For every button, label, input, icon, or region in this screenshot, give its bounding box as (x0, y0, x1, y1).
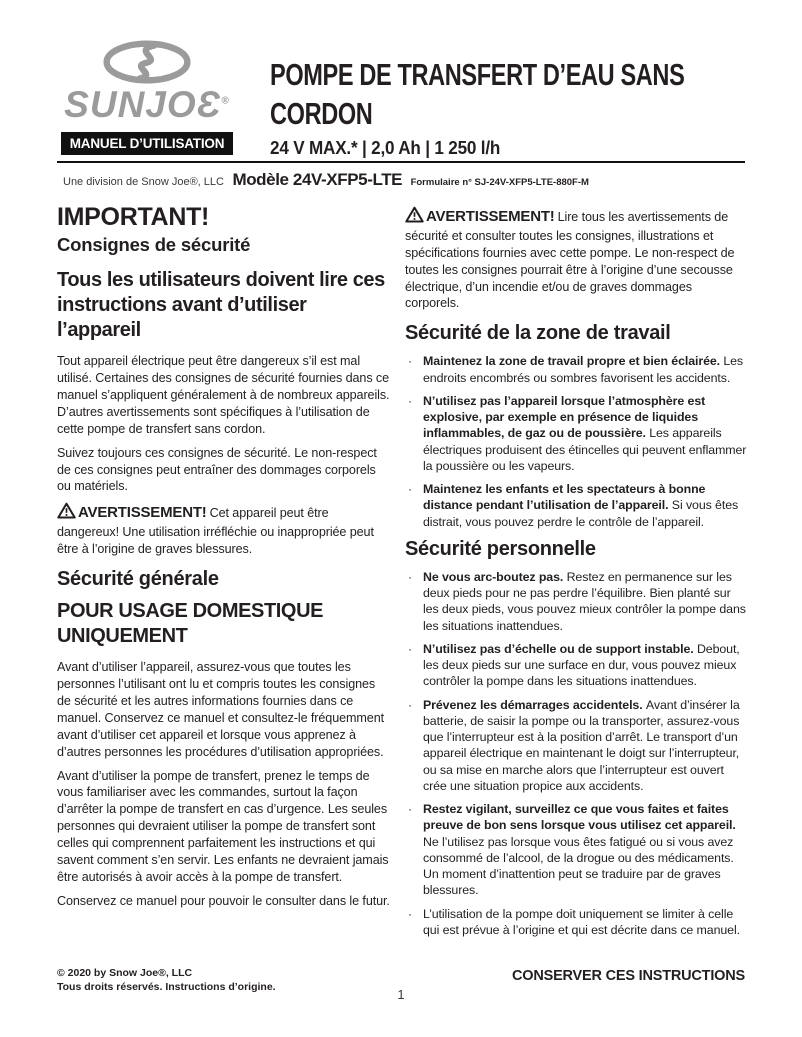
paragraph: Suivez toujours ces consignes de sécurité. Le non-respect de ces consignes peut entraîner des dommages corporels ou matériels. (57, 445, 377, 494)
warning-text: Cet appareil peut être dangereux! Une utilisation irréfléchie ou inappropriée peut être à l’origine de graves blessures. (57, 506, 374, 557)
copyright-line1: © 2020 by Snow Joe®, LLC (57, 967, 193, 979)
warning-left (57, 502, 391, 558)
bullet-text: N’utilisez pas d’échelle ou de support instable. Debout, les deux pieds sur une surface en dur, vous pouvez mieux contrôler la pompe dans les situations inattendues. (423, 641, 740, 689)
warning-label: AVERTISSEMENT! (426, 208, 555, 225)
bullet-dot-icon: · (408, 354, 413, 369)
warning-triangle-icon (57, 502, 76, 524)
form-number: Formulaire n° SJ-24V-XFP5-LTE-880F-M (410, 177, 589, 188)
bullet-item (405, 481, 749, 530)
bullet-text: Maintenez les enfants et les spectateurs à bonne distance pendant l’utilisation de l’appareil. Si vous êtes distrait, vous pouvez perdre le contrôle de l’appareil. (423, 482, 739, 529)
heading-important: IMPORTANT! (57, 203, 210, 231)
heading-domestic-use: POUR USAGE DOMESTIQUE UNIQUEMENT (57, 599, 324, 648)
model-line (63, 170, 589, 190)
bullet-dot-icon: · (408, 641, 413, 656)
page-title-line1: POMPE DE TRANSFERT D’EAU SANS (270, 57, 685, 92)
paragraph: Tout appareil électrique peut être dangereux s’il est mal utilisé. Certaines des consignes de sécurité fournies dans ce manuel s’appliquent généralement à de nombreux appareils. D’autres avertissements sont spécifiques à l’utilisation de cette pompe de transfert sans cordon. (57, 354, 390, 436)
bullet-dot-icon: · (408, 802, 413, 816)
heading-personal-safety: Sécurité personnelle (405, 537, 596, 560)
paragraph: Avant d’utiliser l’appareil, assurez-vous que toutes les personnes l’utilisant ont lu et compris toutes les consignes de sécurité et les autres informations fournies dans ce manuel. Conservez ce manuel et consultez-le fréquemment avant d’utiliser cet appareil et lorsque vous apprenez à d’autres personnes les procédures d’utilisation appropriées. (57, 660, 384, 759)
registered-mark: ® (221, 95, 230, 107)
model-number: Modèle 24V-XFP5-LTE (232, 170, 403, 189)
warning-triangle-icon (405, 206, 424, 228)
bullet-text: Maintenez la zone de travail propre et bien éclairée. Les endroits encombrés ou sombres favorisent les accidents. (423, 354, 744, 385)
warning-right (405, 206, 749, 312)
page-number: 1 (397, 987, 405, 1002)
bullet-dot-icon: · (408, 569, 413, 584)
header-divider (57, 161, 745, 163)
bullet-item (405, 393, 749, 474)
division-text: Une division de Snow Joe®, LLC (63, 176, 224, 188)
bullet-text: Ne vous arc-boutez pas. Restez en permanence sur les deux pieds pour ne pas perdre l’équilibre. Bien planté sur les deux pieds, vous pouvez mieux contrôler la pompe dans les situations inattendues. (423, 569, 746, 633)
heading-consignes: Consignes de sécurité (57, 233, 251, 255)
bullet-text: N’utilisez pas l’appareil lorsque l’atmosphère est explosive, par exemple en présence de liquides inflammables, de gaz ou de poussière. Les appareils électriques produisent des étincelles qui peuvent enflammer la poussière ou les vapeurs. (423, 393, 747, 473)
bullet-dot-icon: · (408, 697, 413, 712)
paragraph: Conservez ce manuel pour pouvoir le consulter dans le futur. (57, 893, 390, 908)
personal-safety-bullet-list (405, 569, 749, 938)
bullet-text: L’utilisation de la pompe doit uniquement se limiter à celle qui est prévue à l’origine et qui est décrite dans ce manuel. (423, 906, 740, 937)
bullet-text: Prévenez les démarrages accidentels. Avant d’insérer la batterie, de saisir la pompe ou la transporter, assurez-vous que l’interrupteur est à la position d’arrêt. Le transport d’un appareil électrique en maintenant le doigt sur l’interrupteur, ou sa mise en marche alors que l’interrupteur est ouvert crée une situation propice aux accidents. (423, 697, 740, 793)
bullet-item (405, 569, 749, 634)
paragraph: Avant d’utiliser la pompe de transfert, prenez le temps de vous familiariser avec les commandes, surtout la façon d’arrêter la pompe de transfert en cas d’urgence. Les seules personnes qui devraient utiliser la pompe de transfert sont celles qui comprennent parfaitement les instructions et qui savent comment s’en servir. Les enfants ne devraient jamais être autorisés à avoir accès à la pompe de transfert. (57, 768, 389, 884)
bullet-dot-icon: · (408, 393, 413, 408)
bullet-item (405, 353, 749, 386)
bullet-text: Restez vigilant, surveillez ce que vous faites et faites preuve de bon sens lorsque vous utilisez cet appareil. Ne l’utilisez pas lorsque vous êtes fatigué ou si vous avez consommé de l’alcool, de la drogue ou des médicaments. Un moment d’inattention peut se traduire par de graves blessures. (423, 802, 736, 898)
copyright-line2: Tous droits réservés. Instructions d’origine. (57, 981, 276, 994)
brand-wordmark: SUNJOƐ® (64, 84, 230, 125)
page-title-line2: CORDON (270, 95, 373, 131)
bullet-dot-icon: · (408, 482, 413, 496)
spec-subtitle: 24 V MAX.* | 2,0 Ah | 1 250 l/h (270, 137, 501, 158)
bullet-item (405, 801, 749, 899)
title-block (270, 56, 770, 159)
heading-work-area-safety: Sécurité de la zone de travail (405, 322, 671, 345)
warning-text: Lire tous les avertissements de sécurité et consulter toutes les consignes, illustrations et spécifications fournies avec cette pompe. Le non-respect de toutes les consignes pourrait être à l’origine d’une secousse électrique, d’un incendie et/ou de graves dommages corporels. (405, 210, 735, 311)
heading-securite-generale: Sécurité générale (57, 567, 219, 590)
bullet-dot-icon: · (408, 906, 413, 921)
footer-save-instructions: CONSERVER CES INSTRUCTIONS (511, 968, 745, 984)
brand-block (57, 40, 237, 155)
bullet-item (405, 697, 749, 795)
manual-badge: MANUEL D’UTILISATION (61, 132, 234, 155)
work-area-bullet-list (405, 353, 749, 530)
heading-all-users: Tous les utilisateurs doivent lire ces instructions avant d’utiliser l’appareil (57, 268, 385, 342)
body-columns (57, 203, 749, 945)
warning-label: AVERTISSEMENT! (78, 504, 207, 522)
column-left (57, 203, 391, 945)
sunjoe-logo-icon (101, 40, 193, 84)
bullet-item (405, 906, 749, 939)
bullet-item (405, 641, 749, 690)
column-right (405, 203, 749, 945)
